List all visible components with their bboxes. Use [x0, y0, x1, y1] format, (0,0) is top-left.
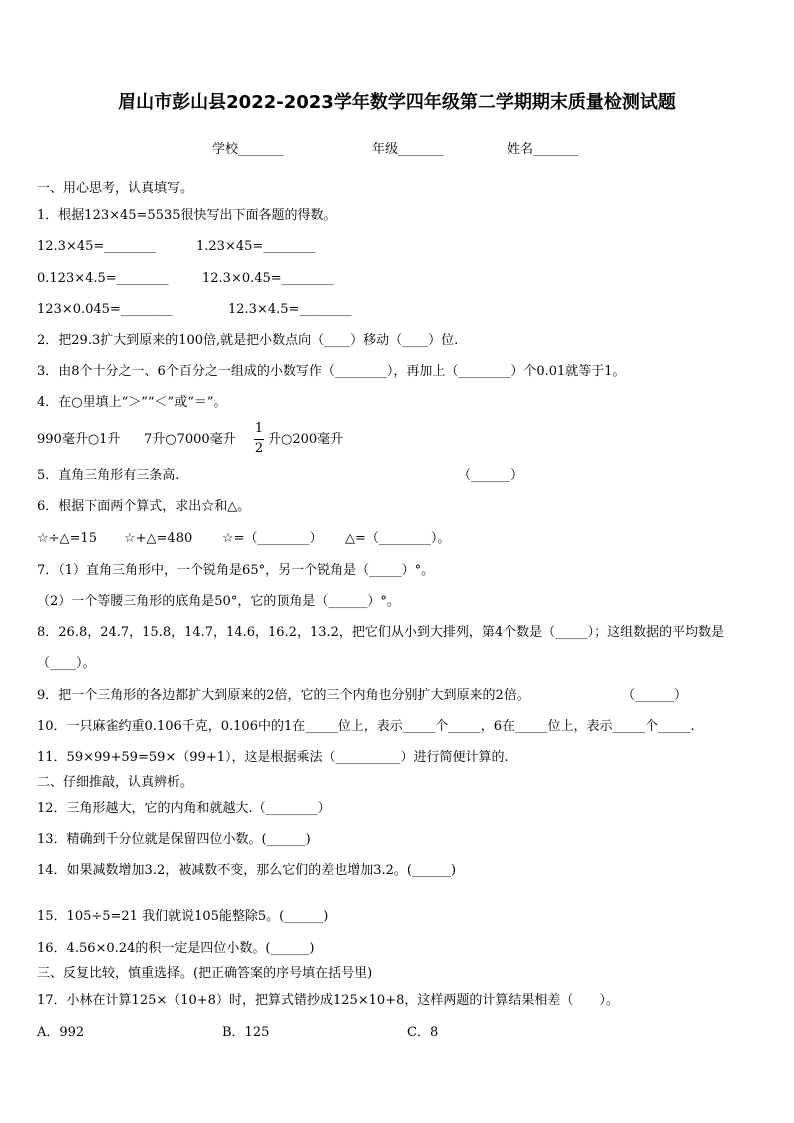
q5-answer-blank: （______） [458, 468, 524, 483]
question-7-part-2: （2）一个等腰三角形的底角是50°，它的顶角是（______）°。 [37, 594, 400, 609]
question-2: 2．把29.3扩大到原来的100倍,就是把小数点向（____）移动（____）位. [37, 333, 459, 348]
question-10: 10．一只麻雀约重0.106千克，0.106中的1在_____位上，表示_____个_____，6在_____位上，表示_____个_____. [37, 719, 695, 734]
question-4: 4．在○里填上“＞”“＜”或“＝”。 [37, 395, 227, 410]
question-14: 14．如果减数增加3.2，被减数不变，那么它们的差也增加3.2。(______) [37, 863, 457, 878]
q4-item-c: 升○200毫升 [268, 432, 344, 447]
q4-item-b: 7升○7000毫升 [144, 432, 236, 447]
q1-item-c: 0.123×4.5=________ [37, 271, 169, 286]
question-8: 8．26.8，24.7，15.8，14.7，14.6，16.2，13.2，把它们从小到大排列，第4个数是（_____）；这组数据的平均数是 [37, 625, 725, 640]
question-1: 1．根据123×45=5535很快写出下面各题的得数。 [37, 208, 337, 223]
q6-equation-b: ☆+△=480 [124, 531, 193, 546]
q1-item-f: 12.3×4.5=________ [228, 302, 352, 317]
page-title: 眉山市彭山县2022-2023学年数学四年级第二学期期末质量检测试题 [118, 92, 676, 113]
q1-item-a: 12.3×45=________ [37, 239, 157, 254]
section-1-heading: 一、用心思考，认真填写。 [37, 181, 194, 196]
q17-option-c: C．8 [407, 1025, 439, 1040]
fraction-denominator: 2 [254, 441, 264, 456]
q1-item-d: 12.3×0.45=________ [202, 271, 334, 286]
question-17: 17．小林在计算125×（10+8）时，把算式错抄成125×10+8，这样两题的计算结果相差（ ）。 [37, 993, 619, 1008]
q6-triangle-answer: △=（________）。 [345, 531, 451, 546]
fraction-numerator: 1 [254, 421, 264, 436]
q6-star-answer: ☆=（________） [222, 531, 323, 546]
school-field: 学校_______ [212, 142, 284, 157]
section-3-heading: 三、反复比较，慎重选择。(把正确答案的序号填在括号里) [37, 966, 373, 981]
q9-answer-blank: （______） [622, 688, 688, 703]
question-8-continued: （____）。 [37, 656, 96, 671]
question-5: 5．直角三角形有三条高. [37, 468, 180, 483]
section-2-heading: 二、仔细推敲，认真辨析。 [37, 775, 194, 790]
fraction-bar [254, 439, 264, 440]
name-field: 姓名_______ [507, 142, 579, 157]
question-15: 15．105÷5=21 我们就说105能整除5。(______) [37, 909, 329, 924]
question-13: 13．精确到千分位就是保留四位小数。(______) [37, 832, 311, 847]
grade-field: 年级_______ [372, 142, 444, 157]
question-16: 16．4.56×0.24的积一定是四位小数。(______) [37, 941, 315, 956]
q1-item-b: 1.23×45=________ [196, 239, 316, 254]
q1-item-e: 123×0.045=________ [37, 302, 173, 317]
q4-item-a: 990毫升○1升 [37, 432, 121, 447]
q17-option-b: B．125 [222, 1025, 270, 1040]
question-9: 9．把一个三角形的各边都扩大到原来的2倍，它的三个内角也分别扩大到原来的2倍。 [37, 688, 530, 703]
question-12: 12．三角形越大，它的内角和就越大.（________） [37, 801, 331, 816]
q6-equation-a: ☆÷△=15 [37, 531, 97, 546]
question-11: 11．59×99+59=59×（99+1），这是根据乘法（__________）进行简便计算的. [37, 750, 509, 765]
question-3: 3．由8个十分之一、6个百分之一组成的小数写作（________），再加上（________）个0.01就等于1。 [37, 364, 626, 379]
question-7-part-1: 7．（1）直角三角形中，一个锐角是65°，另一个锐角是（_____）°。 [37, 563, 435, 578]
question-6: 6．根据下面两个算式，求出☆和△。 [37, 499, 251, 514]
q17-option-a: A．992 [37, 1025, 85, 1040]
